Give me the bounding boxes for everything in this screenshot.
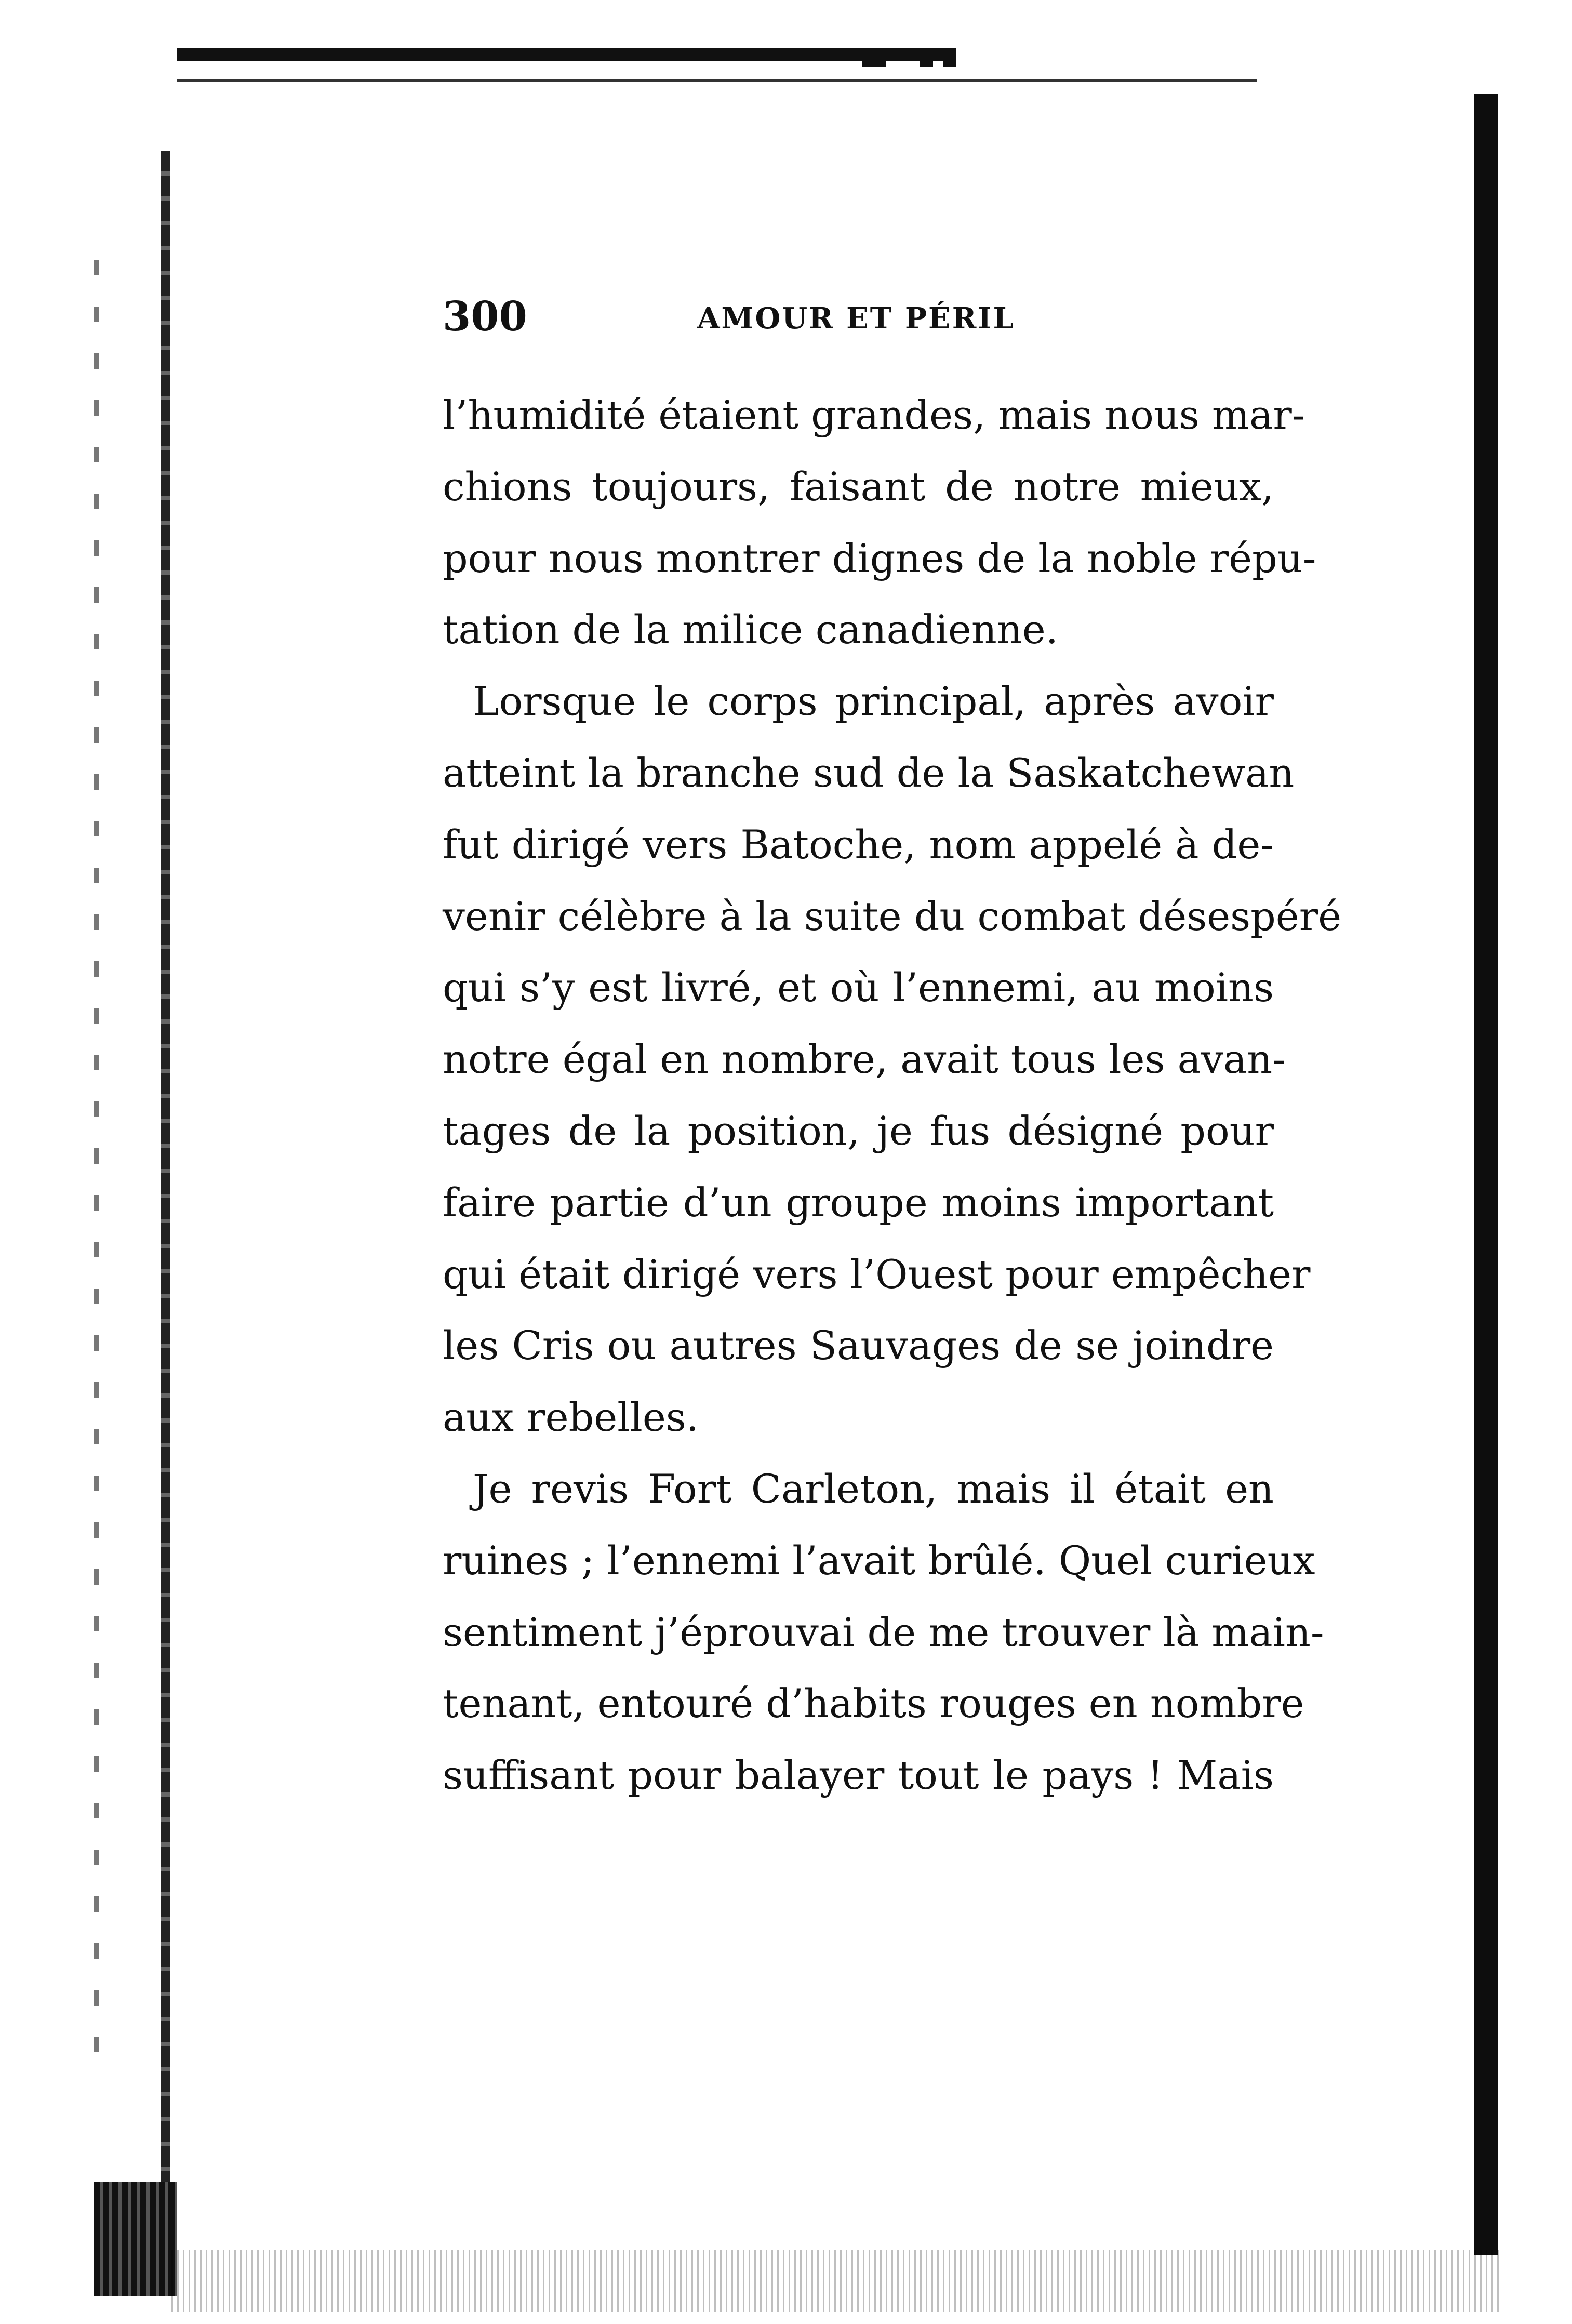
scan-left-page-edge <box>161 151 170 2203</box>
text-line: tenant, entouré d’habits rouges en nombre <box>443 1680 1304 1727</box>
text-line: venir célèbre à la suite du combat désespéré <box>443 893 1342 939</box>
text-line: chions toujours, faisant de notre mieux, <box>443 463 1274 510</box>
text-line: qui s’y est livré, et où l’ennemi, au moins <box>443 964 1274 1011</box>
text-line: fut dirigé vers Batoche, nom appelé à de- <box>443 821 1274 868</box>
text-line: tation de la milice canadienne. <box>443 606 1058 653</box>
page-number: 300 <box>443 293 527 340</box>
text-line: Je revis Fort Carleton, mais il était en <box>473 1465 1274 1512</box>
running-head <box>443 294 1295 340</box>
text-line: l’humidité étaient grandes, mais nous mar- <box>443 392 1305 438</box>
scan-binding-shadow <box>94 2182 177 2296</box>
text-line: tages de la position, je fus désigné pour <box>443 1107 1274 1154</box>
scan-left-noise <box>94 260 99 2078</box>
text-line: pour nous montrer dignes de la noble répu- <box>443 535 1316 581</box>
scan-top-rule-fragment <box>943 58 956 67</box>
text-line: suffisant pour balayer tout le pays ! Mais <box>443 1752 1274 1799</box>
text-line: sentiment j’éprouvai de me trouver là main- <box>443 1609 1324 1655</box>
scan-thin-rule <box>177 79 1257 82</box>
running-title: AMOUR ET PÉRIL <box>697 301 1015 336</box>
text-line: qui était dirigé vers l’Ouest pour empêcher <box>443 1251 1311 1297</box>
scan-top-rule-fragment <box>920 58 933 67</box>
text-line: faire partie d’un groupe moins important <box>443 1179 1274 1226</box>
scan-right-page-edge <box>1474 94 1498 2255</box>
scan-bottom-noise <box>171 2250 1501 2312</box>
body-text <box>443 379 1342 1811</box>
text-line: aux rebelles. <box>443 1394 699 1441</box>
scan-top-rule-fragment <box>862 58 886 67</box>
text-line: ruines ; l’ennemi l’avait brûlé. Quel curieux <box>443 1537 1315 1584</box>
text-line: Lorsque le corps principal, après avoir <box>473 678 1274 725</box>
text-line: atteint la branche sud de la Saskatchewan <box>443 749 1295 796</box>
text-line: les Cris ou autres Sauvages de se joindre <box>443 1322 1274 1369</box>
text-line: notre égal en nombre, avait tous les avan- <box>443 1036 1286 1083</box>
scan-top-rule <box>177 48 956 61</box>
